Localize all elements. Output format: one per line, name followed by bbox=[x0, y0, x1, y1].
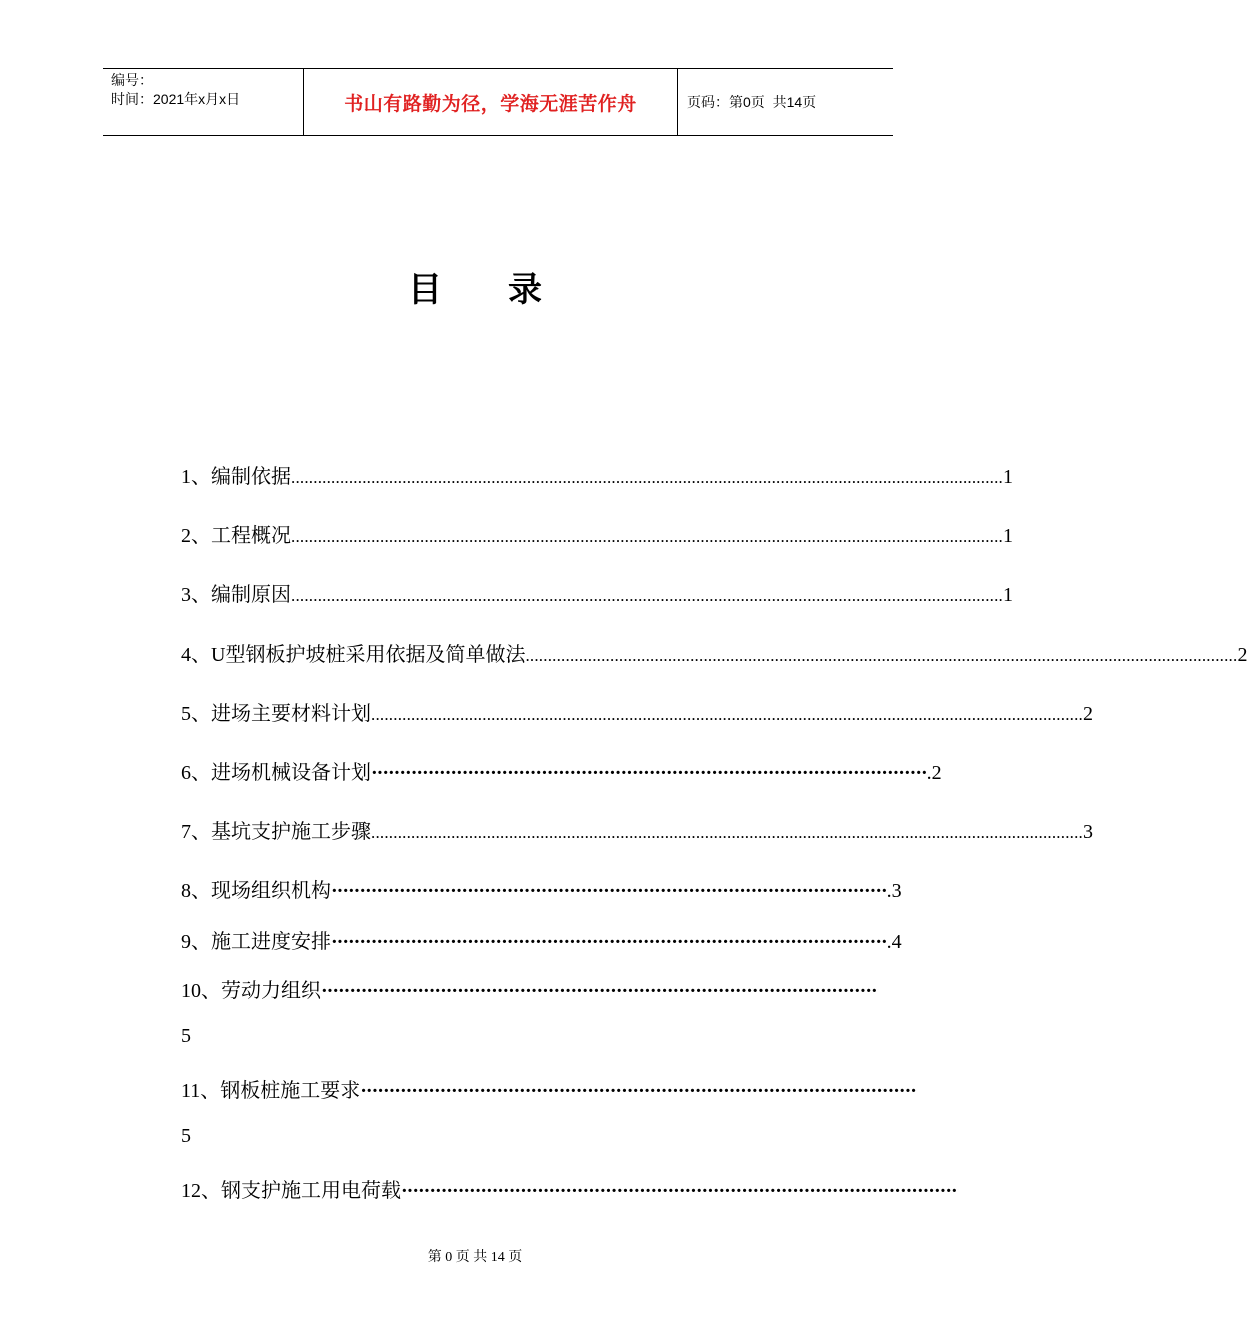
toc-entry[interactable] bbox=[181, 697, 1093, 727]
toc-entry-label: 1、编制依据 bbox=[181, 466, 291, 488]
toc-entry[interactable] bbox=[181, 519, 1013, 549]
toc-entry[interactable] bbox=[181, 1174, 957, 1204]
title-char-1: 目 bbox=[408, 270, 442, 310]
toc-entry-label: 12、钢支护施工用电荷载 bbox=[181, 1180, 401, 1202]
toc-entry-label: 5、进场主要材料计划 bbox=[181, 703, 371, 725]
toc-leader: ·································································································· bbox=[371, 762, 927, 784]
toc-entry-label: 11、钢板桩施工要求 bbox=[181, 1080, 361, 1102]
toc-leader: ·································································································· bbox=[360, 1080, 916, 1102]
toc-entry-label: 2、工程概况 bbox=[181, 525, 291, 547]
toc-leader: ................................................................................................................................................................ bbox=[291, 586, 1003, 605]
title-char-2: 录 bbox=[508, 270, 542, 310]
toc-entry-label: 3、编制原因 bbox=[181, 584, 291, 606]
toc-leader: ................................................................................................................................................................ bbox=[291, 527, 1003, 546]
toc-entry-page: 2 bbox=[1237, 644, 1247, 666]
toc-entry[interactable] bbox=[181, 756, 942, 786]
toc-entry-label: 4、U型钢板护坡桩采用依据及简单做法 bbox=[181, 644, 526, 666]
toc-entry-page: 5 bbox=[181, 1025, 191, 1047]
toc-leader: ................................................................................................................................................................ bbox=[371, 705, 1083, 724]
toc-entry[interactable] bbox=[181, 925, 902, 955]
toc-entry-label: 7、基坑支护施工步骤 bbox=[181, 821, 371, 843]
toc-leader: ................................................................................................................................................................ bbox=[525, 646, 1238, 665]
toc-leader: ................................................................................................................................................................ bbox=[291, 468, 1003, 487]
header-motto: 书山有路勤为径，学海无涯苦作舟 bbox=[304, 69, 678, 135]
toc-entry[interactable] bbox=[181, 578, 1013, 608]
document-number-label: 编号： bbox=[111, 72, 153, 88]
toc-entry-page: 1 bbox=[1003, 525, 1013, 547]
toc-entry[interactable] bbox=[181, 460, 1013, 490]
toc-leader: ·································································································· bbox=[321, 980, 877, 1002]
toc-entry-page: 1 bbox=[1003, 466, 1013, 488]
toc-entry-page: 5 bbox=[181, 1125, 191, 1147]
toc-entry[interactable] bbox=[181, 974, 877, 1004]
toc-entry-page: .3 bbox=[886, 880, 902, 902]
toc-leader: ·································································································· bbox=[401, 1180, 957, 1202]
document-date: 时间：2021年x月x日 bbox=[111, 91, 241, 107]
toc-leader: ·································································································· bbox=[331, 931, 887, 953]
page-title bbox=[0, 262, 950, 311]
toc-leader: ................................................................................................................................................................ bbox=[371, 823, 1083, 842]
toc-entry-page: .4 bbox=[886, 931, 902, 953]
page-footer: 第 0 页 共 14 页 bbox=[427, 1250, 523, 1265]
toc-entry[interactable] bbox=[181, 1074, 916, 1104]
page-header bbox=[103, 68, 893, 136]
header-meta bbox=[103, 69, 304, 135]
toc-entry-label: 8、现场组织机构 bbox=[181, 880, 331, 902]
toc-entry-label: 10、劳动力组织 bbox=[181, 980, 321, 1002]
toc-entry[interactable] bbox=[181, 874, 902, 904]
toc-leader: ·································································································· bbox=[331, 880, 887, 902]
toc-entry-page: 1 bbox=[1003, 584, 1013, 606]
toc-entry-label: 6、进场机械设备计划 bbox=[181, 762, 371, 784]
toc-entry-page: 3 bbox=[1083, 821, 1093, 843]
toc-entry-page: 2 bbox=[1083, 703, 1093, 725]
toc-entry-page: .2 bbox=[926, 762, 942, 784]
toc-entry-label: 9、施工进度安排 bbox=[181, 931, 331, 953]
toc-entry[interactable] bbox=[181, 815, 1093, 845]
toc-entry[interactable] bbox=[181, 638, 1247, 668]
header-page-info: 页码：第0页 共14页 bbox=[687, 94, 817, 110]
